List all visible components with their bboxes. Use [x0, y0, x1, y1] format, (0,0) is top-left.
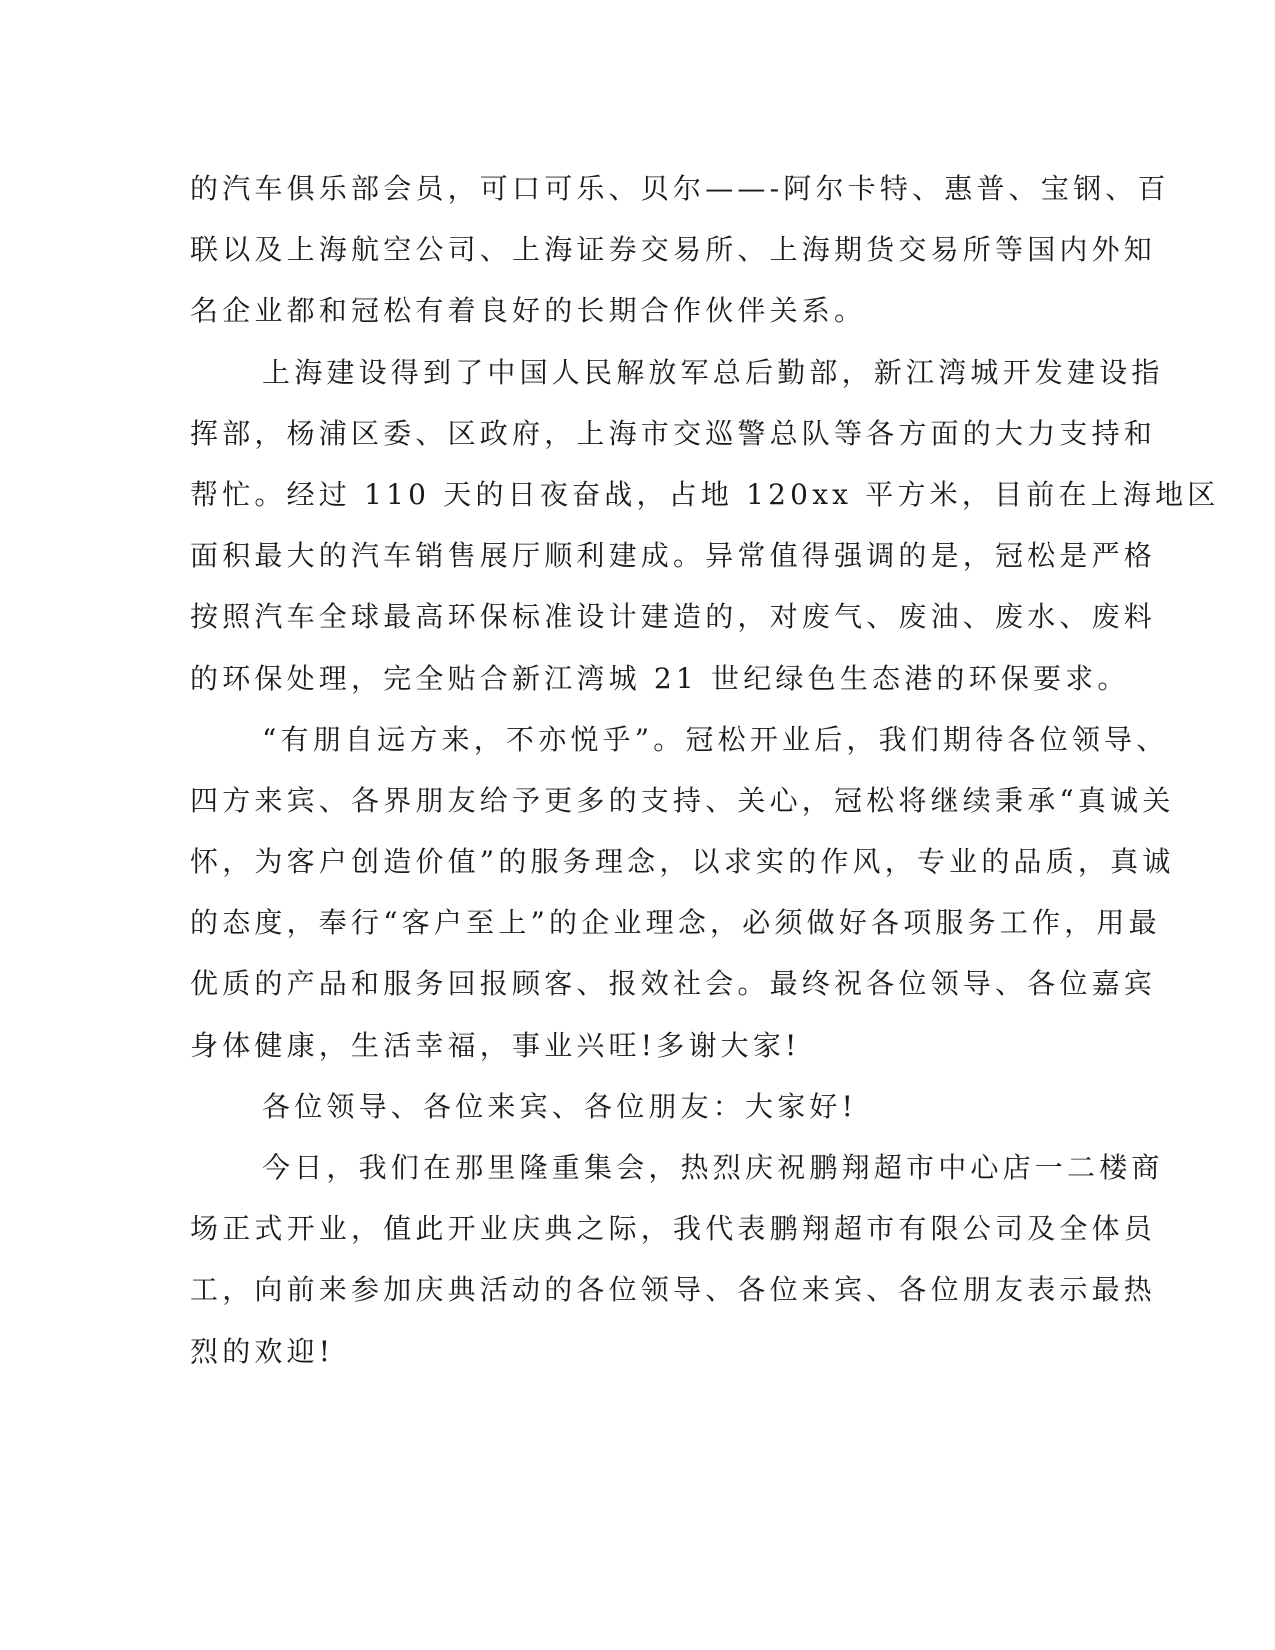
text-line: 名企业都和冠松有着良好的长期合作伙伴关系。 — [190, 294, 867, 328]
text-line: 联以及上海航空公司、上海证券交易所、上海期货交易所等国内外知 — [190, 233, 1157, 267]
text-line: 怀，为客户创造价值”的服务理念，以求实的作风，专业的品质，真诚 — [190, 845, 1175, 879]
text-line: 烈的欢迎! — [190, 1334, 335, 1368]
text-line: 帮忙。经过 110 天的日夜奋战，占地 120xx 平方米，目前在上海地区 — [190, 477, 1220, 511]
paragraph-start-line: 上海建设得到了中国人民解放军总后勤部，新江湾城开发建设指 — [262, 355, 1164, 389]
text-line: 面积最大的汽车销售展厅顺利建成。异常值得强调的是，冠松是严格 — [190, 539, 1157, 573]
greeting-line: 各位领导、各位来宾、各位朋友：大家好! — [262, 1089, 858, 1123]
text-line: 的环保处理，完全贴合新江湾城 21 世纪绿色生态港的环保要求。 — [190, 661, 1130, 695]
text-line: 的汽车俱乐部会员，可口可乐、贝尔——-阿尔卡特、惠普、宝钢、百 — [190, 172, 1170, 205]
paragraph-start-line: 今日，我们在那里隆重集会，热烈庆祝鹏翔超市中心店一二楼商 — [262, 1151, 1164, 1184]
text-line: 优质的产品和服务回报顾客、报效社会。最终祝各位领导、各位嘉宾 — [190, 967, 1157, 1001]
document-body — [190, 158, 1220, 1382]
paragraph-start-line: “有朋自远方来，不亦悦乎”。冠松开业后，我们期待各位领导、 — [262, 722, 1169, 756]
text-line: 四方来宾、各界朋友给予更多的支持、关心，冠松将继续秉承“真诚关 — [190, 783, 1175, 817]
text-line: 身体健康，生活幸福，事业兴旺!多谢大家! — [190, 1028, 801, 1062]
text-line: 挥部，杨浦区委、区政府，上海市交巡警总队等各方面的大力支持和 — [190, 416, 1157, 450]
text-line: 场正式开业，值此开业庆典之际，我代表鹏翔超市有限公司及全体员 — [190, 1212, 1157, 1246]
text-line: 的态度，奉行“客户至上”的企业理念，必须做好各项服务工作，用最 — [190, 906, 1161, 940]
text-line: 工，向前来参加庆典活动的各位领导、各位来宾、各位朋友表示最热 — [190, 1273, 1157, 1307]
text-line: 按照汽车全球最高环保标准设计建造的，对废气、废油、废水、废料 — [190, 600, 1157, 634]
